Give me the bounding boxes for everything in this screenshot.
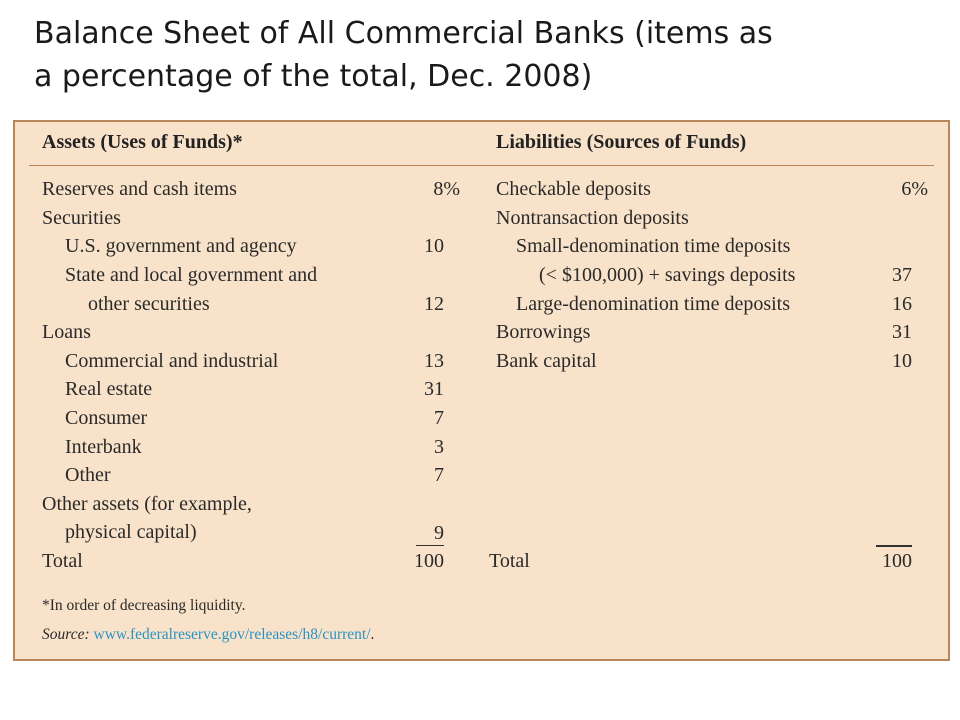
liquidity-footnote: *In order of decreasing liquidity.	[42, 597, 246, 614]
asset-row	[42, 493, 444, 521]
liabilities-total-value: 100	[882, 550, 912, 572]
slide-title-line-1: Balance Sheet of All Commercial Banks (items as	[34, 16, 773, 51]
asset-label: State and local government and	[65, 264, 318, 286]
liability-row	[496, 178, 928, 206]
asset-row	[42, 207, 444, 235]
slide-title	[34, 12, 934, 98]
asset-label: other securities	[88, 293, 210, 315]
liabilities-total-row	[489, 550, 912, 578]
asset-label: Real estate	[65, 378, 153, 400]
liability-value: 37	[892, 264, 912, 286]
liability-value: 16	[892, 293, 912, 315]
asset-label: Securities	[42, 207, 121, 229]
asset-row	[65, 464, 444, 492]
asset-value: 12	[424, 293, 444, 315]
asset-label: Loans	[42, 321, 91, 343]
liability-label: Bank capital	[496, 350, 597, 372]
liability-row	[496, 350, 912, 378]
liabilities-total-label: Total	[489, 550, 530, 572]
asset-value: 31	[424, 378, 444, 400]
asset-value: 3	[434, 436, 444, 458]
asset-value: 7	[434, 464, 444, 486]
asset-value: 10	[424, 235, 444, 257]
asset-label: Interbank	[65, 436, 142, 458]
asset-label: Commercial and industrial	[65, 350, 279, 372]
header-divider	[29, 165, 934, 166]
liability-label: (< $100,000) + savings deposits	[539, 264, 796, 286]
asset-row	[42, 178, 460, 206]
asset-row	[65, 378, 444, 406]
asset-row	[42, 321, 444, 349]
liabilities-header: Liabilities (Sources of Funds)	[496, 131, 747, 153]
liability-value: 6%	[901, 178, 928, 200]
liability-label: Small-denomination time deposits	[516, 235, 791, 257]
asset-label: U.S. government and agency	[65, 235, 297, 257]
liability-value: 10	[892, 350, 912, 372]
liability-row	[539, 264, 912, 292]
liability-label: Nontransaction deposits	[496, 207, 689, 229]
liability-row	[516, 235, 912, 263]
asset-value: 9	[416, 521, 444, 546]
liability-label: Checkable deposits	[496, 178, 651, 200]
asset-label: Other	[65, 464, 111, 486]
assets-total-value: 100	[414, 550, 444, 572]
asset-label: Reserves and cash items	[42, 178, 237, 200]
asset-row	[88, 293, 444, 321]
source-link[interactable]: www.federalreserve.gov/releases/h8/current/	[93, 626, 371, 643]
asset-value: 13	[424, 350, 444, 372]
asset-row	[65, 436, 444, 464]
source-label: Source:	[42, 626, 90, 643]
slide-title-line-2: a percentage of the total, Dec. 2008)	[34, 59, 593, 94]
source-end: .	[370, 626, 375, 643]
liability-label: Borrowings	[496, 321, 591, 343]
asset-label: physical capital)	[65, 521, 197, 543]
asset-row	[65, 350, 444, 378]
asset-row	[65, 521, 444, 549]
assets-total-row	[42, 550, 444, 578]
asset-label: Other assets (for example,	[42, 493, 252, 515]
liability-row	[516, 293, 912, 321]
asset-row	[65, 235, 444, 263]
assets-header: Assets (Uses of Funds)*	[42, 131, 243, 153]
assets-total-label: Total	[42, 550, 83, 572]
asset-row	[65, 264, 444, 292]
balance-sheet-table	[13, 120, 950, 661]
source-footnote	[42, 626, 374, 644]
liability-row	[496, 321, 912, 349]
liability-value: 31	[892, 321, 912, 343]
liability-label: Large-denomination time deposits	[516, 293, 791, 315]
liabilities-total-rule	[876, 545, 912, 547]
asset-label: Consumer	[65, 407, 148, 429]
asset-value: 8%	[433, 178, 460, 200]
liability-row	[496, 207, 912, 235]
asset-value: 7	[434, 407, 444, 429]
asset-row	[65, 407, 444, 435]
